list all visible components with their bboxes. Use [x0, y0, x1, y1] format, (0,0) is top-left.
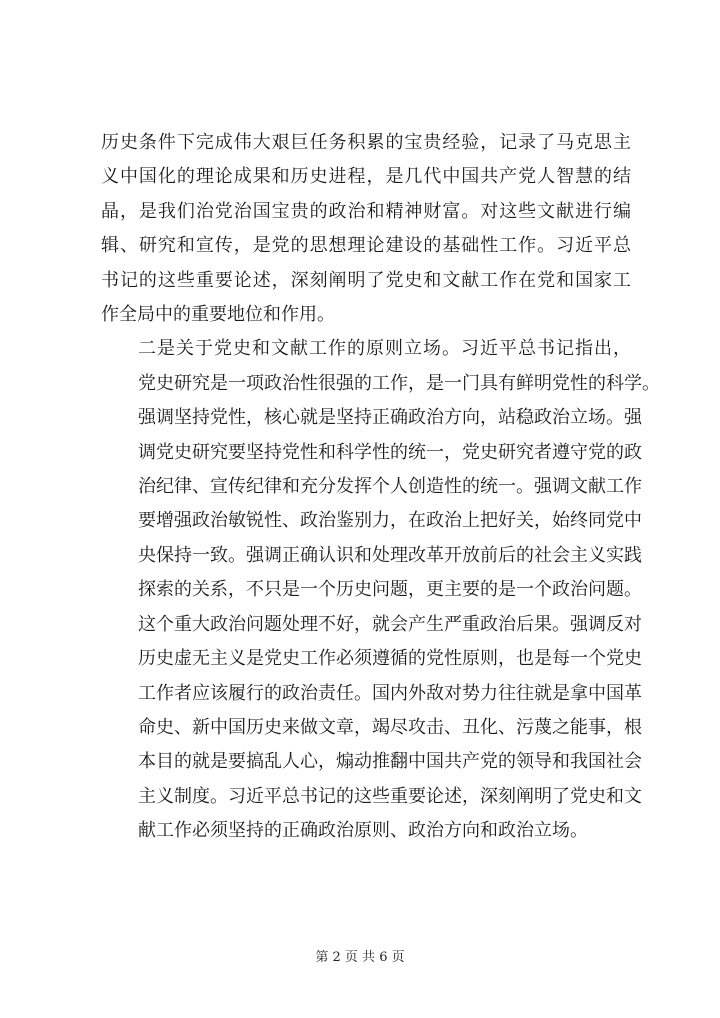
text-line: 党史研究是一项政治性很强的工作，是一门具有鲜明党性的科学。	[138, 372, 660, 394]
text-line: 书记的这些重要论述，深刻阐明了党史和文献工作在党和国家工	[101, 269, 631, 291]
text-line: 这个重大政治问题处理不好，就会产生严重政治后果。强调反对	[138, 613, 642, 635]
text-line: 命史、新中国历史来做文章，竭尽攻击、丑化、污蔑之能事，根	[138, 716, 642, 738]
text-line: 辑、研究和宣传，是党的思想理论建设的基础性工作。习近平总	[101, 235, 631, 257]
paragraph-2	[101, 332, 660, 848]
text-line: 要增强政治敏锐性、政治鉴别力，在政治上把好关，始终同党中	[138, 510, 642, 532]
text-line: 本目的就是要搞乱人心，煽动推翻中国共产党的领导和我国社会	[138, 751, 642, 773]
text-line: 调党史研究要坚持党性和科学性的统一，党史研究者遵守党的政	[138, 441, 642, 463]
text-line: 二是关于党史和文献工作的原则立场。习近平总书记指出，	[138, 338, 631, 360]
paragraph-1	[101, 126, 631, 332]
text-line: 工作者应该履行的政治责任。国内外敌对势力往往就是拿中国革	[138, 682, 642, 704]
text-line: 治纪律、宣传纪律和充分发挥个人创造性的统一。强调文献工作	[138, 476, 642, 498]
text-line: 晶，是我们治党治国宝贵的政治和精神财富。对这些文献进行编	[101, 200, 631, 222]
text-line: 作全局中的重要地位和作用。	[101, 304, 335, 326]
text-line: 探索的关系，不只是一个历史问题，更主要的是一个政治问题。	[138, 579, 642, 601]
text-line: 强调坚持党性，核心就是坚持正确政治方向，站稳政治立场。强	[138, 407, 642, 429]
text-line: 主义制度。习近平总书记的这些重要论述，深刻阐明了党史和文	[138, 785, 642, 807]
page-number-footer: 第 2 页 共 6 页	[315, 950, 405, 965]
text-line: 央保持一致。强调正确认识和处理改革开放前后的社会主义实践	[138, 544, 642, 566]
text-line: 献工作必须坚持的正确政治原则、政治方向和政治立场。	[138, 820, 588, 842]
body-text	[101, 126, 660, 849]
text-line: 历史条件下完成伟大艰巨任务积累的宝贵经验，记录了马克思主	[101, 132, 631, 153]
text-line: 历史虚无主义是党史工作必须遵循的党性原则，也是每一个党史	[138, 648, 642, 670]
text-line: 义中国化的理论成果和历史进程，是几代中国共产党人智慧的结	[101, 166, 631, 188]
